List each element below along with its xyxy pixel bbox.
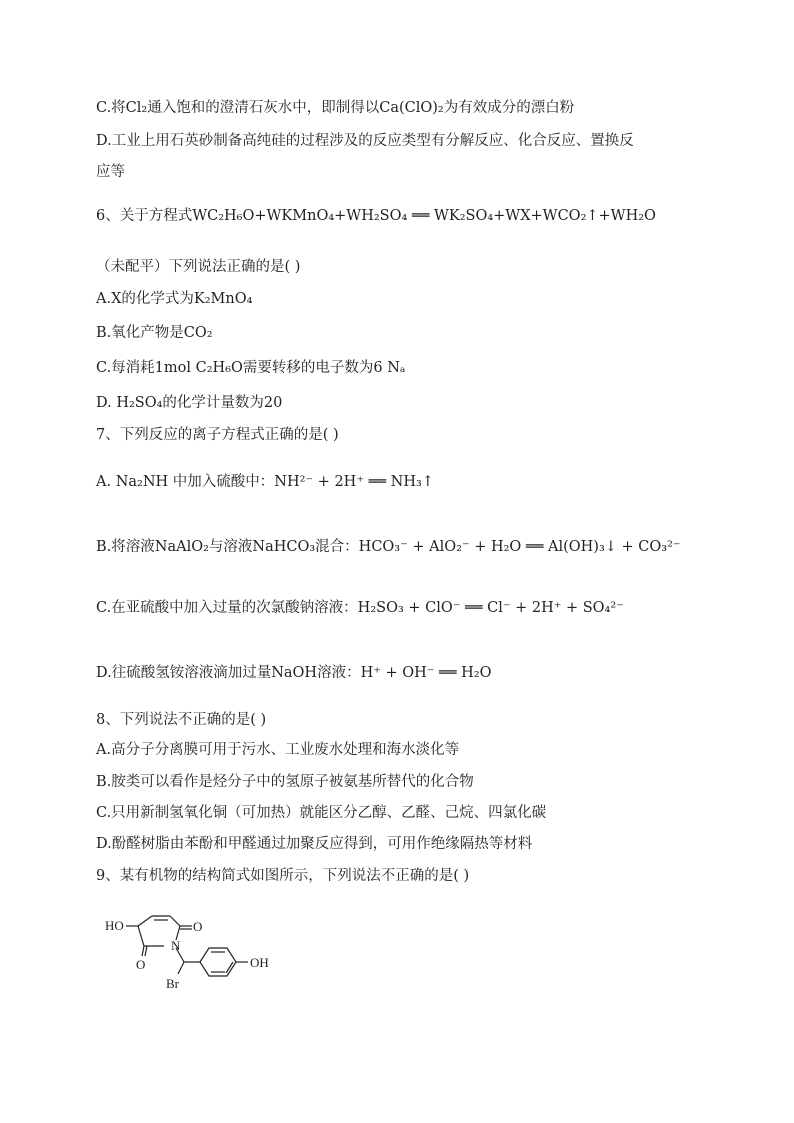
- n-label: N: [171, 938, 181, 953]
- oh-label: OH: [250, 955, 269, 970]
- option-5c: C.将Cl₂通入饱和的澄清石灰水中，即制得以Ca(ClO)₂为有效成分的漂白粉: [96, 100, 575, 116]
- option-6b: B.氧化产物是CO₂: [96, 325, 213, 341]
- option-8a: A.高分子分离膜可用于污水、工业废水处理和海水淡化等: [96, 742, 460, 758]
- question-8-stem: 8、下列说法不正确的是( ): [96, 712, 267, 728]
- option-6a: A.X的化学式为K₂MnO₄: [96, 291, 253, 307]
- option-5d: D.工业上用石英砂制备高纯硅的过程涉及的反应类型有分解反应、化合反应、置换反: [96, 133, 634, 149]
- option-7b: B.将溶液NaAlO₂与溶液NaHCO₃混合：HCO₃⁻ + AlO₂⁻ + H₂O ══ Al(OH)₃↓ + CO₃²⁻: [96, 539, 681, 555]
- question-6-equation: 6、关于方程式WC₂H₆O+WKMnO₄+WH₂SO₄ ══ WK₂SO₄+WX+WCO₂↑+WH₂O: [96, 208, 656, 224]
- br-label: Br: [166, 976, 179, 991]
- question-7-stem: 7、下列反应的离子方程式正确的是( ): [96, 427, 339, 443]
- option-7a: A. Na₂NH 中加入硫酸中：NH²⁻ + 2H⁺ ══ NH₃↑: [96, 474, 434, 490]
- option-7c: C.在亚硫酸中加入过量的次氯酸钠溶液：H₂SO₃ + ClO⁻ ══ Cl⁻ + 2H⁺ + SO₄²⁻: [96, 600, 624, 616]
- o-top-label: O: [193, 919, 203, 934]
- option-7d: D.往硫酸氢铵溶液滴加过量NaOH溶液：H⁺ + OH⁻ ══ H₂O: [96, 665, 492, 681]
- question-9-stem: 9、某有机物的结构简式如图所示，下列说法不正确的是( ): [96, 868, 470, 884]
- option-8d: D.酚醛树脂由苯酚和甲醛通过加聚反应得到，可用作绝缘隔热等材料: [96, 836, 533, 852]
- ho-label: HO: [105, 918, 124, 933]
- structure-diagram: [96, 898, 296, 998]
- option-6d: D. H₂SO₄的化学计量数为20: [96, 395, 283, 411]
- option-6c: C.每消耗1mol C₂H₆O需要转移的电子数为6 Nₐ: [96, 360, 406, 376]
- option-8c: C.只用新制氢氧化铜（可加热）就能区分乙醇、乙醛、己烷、四氯化碳: [96, 805, 547, 821]
- question-6-stem: （未配平）下列说法正确的是( ): [96, 259, 301, 275]
- option-5d-cont: 应等: [96, 164, 125, 180]
- option-8b: B.胺类可以看作是烃分子中的氢原子被氨基所替代的化合物: [96, 774, 474, 790]
- o-bottom-label: O: [136, 957, 146, 972]
